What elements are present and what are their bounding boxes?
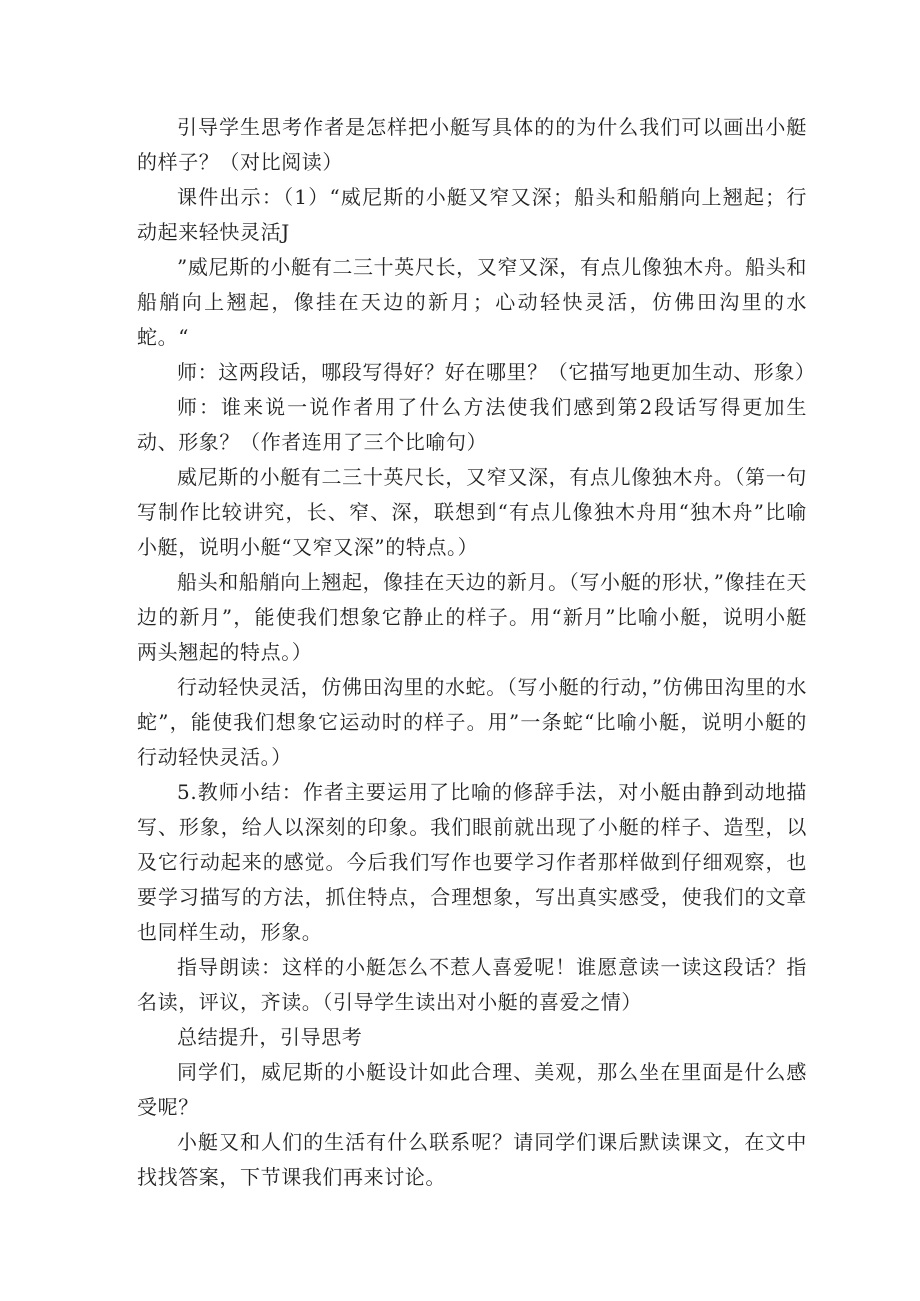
paragraph-courseware-2: ”威尼斯的小艇有二三十英尺长，又窄又深，有点儿像独木舟。船头和船艄向上翘起，像挂在天边的新月；心动轻快灵活，仿佛田沟里的水蛇。“ (137, 255, 807, 349)
paragraph-courseware-1: 课件出示：（1）“威尼斯的小艇又窄又深；船头和船艄向上翘起；行动起来轻快灵活J (137, 185, 807, 244)
paragraph-teacher-question-2: 师：谁来说一说作者用了什么方法使我们感到第2段话写得更加生动、形象？（作者连用了三个比喻句） (137, 395, 807, 454)
paragraph-teacher-question-1: 师：这两段话，哪段写得好？好在哪里？（它描写地更加生动、形象） (177, 360, 816, 384)
paragraph-guiding-question: 引导学生思考作者是怎样把小艇写具体的的为什么我们可以画出小艇的样子？（对比阅读） (137, 115, 807, 174)
paragraph-teacher-summary: 5.教师小结：作者主要运用了比喻的修辞手法，对小艇由静到动地描写、形象，给人以深刻的印象。我们眼前就出现了小艇的样子、造型，以及它行动起来的感觉。今后我们写作也要学习作者那样做到仔细观察，也要学习描写的方法，抓住特点，合理想象，写出真实感受，使我们的文章也同样生动，形象。 (137, 780, 807, 944)
paragraph-closing-question-1: 同学们，威尼斯的小艇设计如此合理、美观，那么坐在里面是什么感受呢？ (137, 1060, 807, 1119)
paragraph-metaphor-3: 行动轻快灵活，仿佛田沟里的水蛇。（写小艇的行动，”仿佛田沟里的水蛇”，能使我们想象它运动时的样子。用”一条蛇“比喻小艇，说明小艇的行动轻快灵活。） (137, 675, 807, 769)
paragraph-reading-guidance: 指导朗读：这样的小艇怎么不惹人喜爱呢！谁愿意读一读这段话？指名读，评议，齐读。（引导学生读出对小艇的喜爱之情） (137, 955, 807, 1014)
document-body (137, 110, 816, 1195)
paragraph-metaphor-1: 威尼斯的小艇有二三十英尺长，又窄又深，有点儿像独木舟。（第一句写制作比较讲究，长、窄、深，联想到“有点儿像独木舟用“独木舟”比喻小艇，说明小艇“又窄又深”的特点。） (137, 465, 807, 559)
paragraph-metaphor-2: 船头和船艄向上翘起，像挂在天边的新月。（写小艇的形状，”像挂在天边的新月”，能使我们想象它静止的样子。用“新月”比喻小艇，说明小艇两头翘起的特点。） (137, 570, 807, 664)
paragraph-conclusion-heading: 总结提升，引导思考 (177, 1025, 363, 1049)
paragraph-closing-question-2: 小艇又和人们的生活有什么联系呢？请同学们课后默读课文，在文中找找答案，下节课我们再来讨论。 (137, 1130, 807, 1189)
